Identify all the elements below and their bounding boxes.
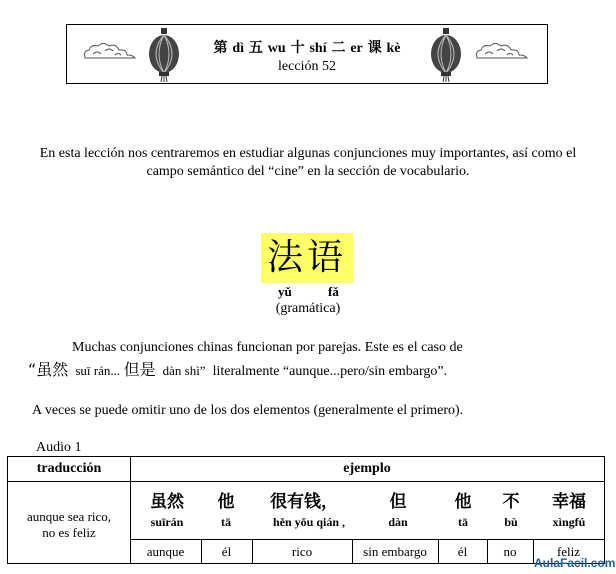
site-watermark: AulaFacil.com [534,556,616,570]
example-word-pinyin: tā [458,515,468,529]
example-word-spanish: feliz [556,544,581,559]
example-word-pinyin: xìngfú [552,515,586,529]
lesson-number: lección 52 [278,59,336,74]
example-word-pinyin: suīrán [150,515,184,529]
example-word-spanish: sin embargo [363,544,427,559]
section-title-gloss: (gramática) [275,301,341,316]
example-word-chinese: 他 [217,492,235,512]
example-word-chinese: 他 [454,492,472,512]
example-word-chinese: 幸福 [552,492,586,512]
example-word-chinese: 虽然 [150,492,184,512]
lantern-icon [429,28,463,82]
example-word-chinese: 不 [502,492,520,512]
paragraph-line: “虽然 suī rán... 但是 dàn shì” literalmente “aunque...pero/sin embargo”. [28,360,448,379]
example-table [7,456,605,564]
table-header-ejemplo: ejemplo [343,461,391,476]
example-word-pinyin: dàn [388,515,408,529]
example-word-chinese: 很有钱， [270,492,338,512]
example-word-spanish: aunque [146,544,185,559]
example-word-pinyin: bù [504,515,518,529]
translation-cell: aunque sea rico, no es feliz [26,509,112,540]
lesson-header [66,24,548,84]
example-word-spanish: él [457,544,468,559]
example-word-spanish: él [221,544,232,559]
lesson-title-line: 第 dì 五 wu 十 shí 二 er 课 kè [213,40,401,56]
example-word-spanish: rico [291,544,313,559]
cloud-ornament-icon [473,41,531,65]
paragraph-line: Muchas conjunciones chinas funcionan por parejas. Este es el caso de [72,340,463,355]
table-header-traduccion: traducción [36,461,102,476]
example-word-spanish: no [503,544,517,559]
omission-note: A veces se puede omitir uno de los dos elementos (generalmente el primero). [32,403,464,418]
example-word-pinyin: tā [221,515,231,529]
section-title-chinese: 法语 [266,237,347,278]
intro-paragraph: En esta lección nos centraremos en estudiar algunas conjunciones muy importantes, así como el campo semántico del “cine” en la sección de vocabulario. [39,146,577,179]
conjunctions-paragraph [28,339,588,381]
example-word-pinyin: hěn yǒu qián , [272,515,346,529]
audio-label[interactable]: Audio 1 [36,440,82,455]
example-word-chinese: 但 [389,492,407,512]
